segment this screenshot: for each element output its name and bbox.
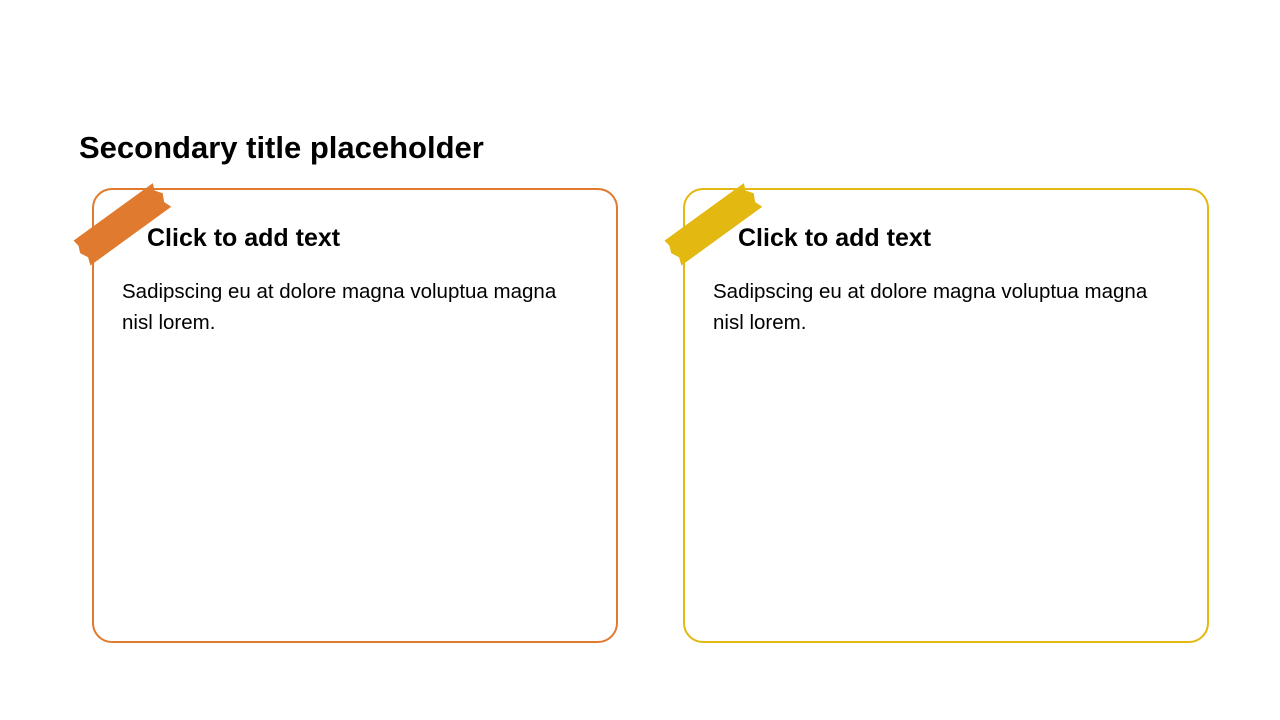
content-card-right — [683, 188, 1209, 643]
slide-title[interactable]: Secondary title placeholder — [79, 130, 484, 165]
card-heading[interactable]: Click to add text — [147, 224, 341, 252]
card-heading[interactable]: Click to add text — [738, 224, 932, 252]
content-card-left — [92, 188, 618, 643]
card-body-text[interactable]: Sadipscing eu at dolore magna voluptua magna nisl lorem. — [713, 280, 1148, 334]
card-body-text[interactable]: Sadipscing eu at dolore magna voluptua magna nisl lorem. — [122, 280, 557, 334]
